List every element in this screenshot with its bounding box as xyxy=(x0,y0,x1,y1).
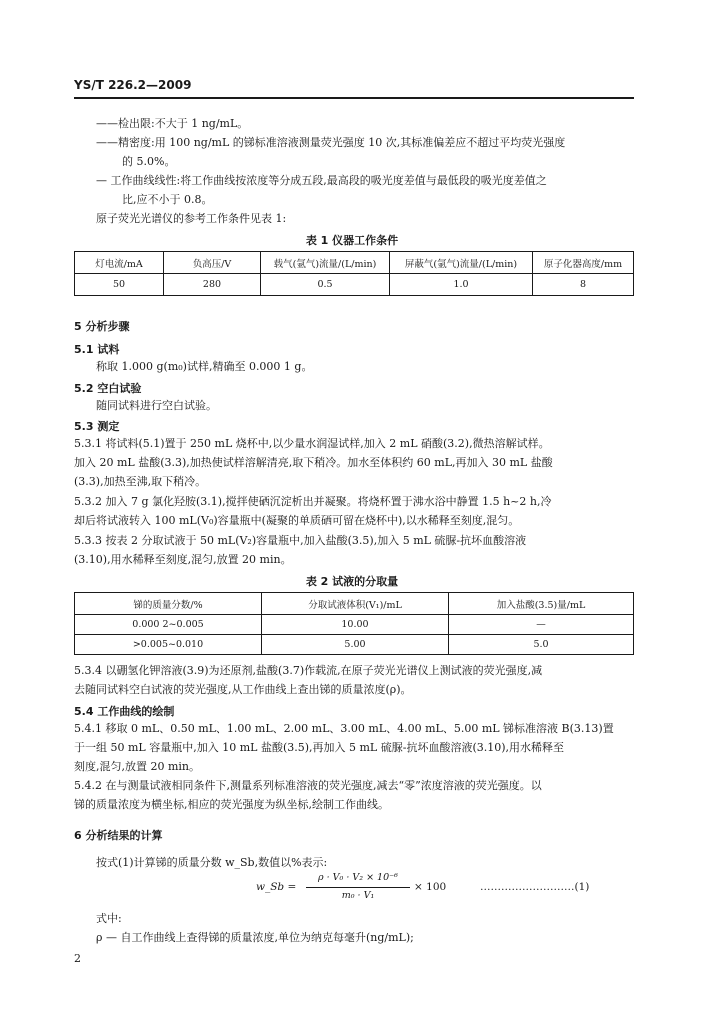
table2-cell: 5.00 xyxy=(262,635,449,655)
table1 xyxy=(74,251,634,296)
section-5-3-3-line-2: (3.10),用水稀释至刻度,混匀,放置 20 min。 xyxy=(74,553,292,566)
section-5-3-3-line-1: 5.3.3 按表 2 分取试液于 50 mL(V₂)容量瓶中,加入盐酸(3.5),加入 5 mL 硫脲-抗坏血酸溶液 xyxy=(74,534,527,547)
header-rule xyxy=(74,97,634,99)
formula-numerator: ρ · V₀ · V₂ × 10⁻⁶ xyxy=(318,872,398,883)
section-5-3-title: 5.3 测定 xyxy=(74,420,120,433)
section-5-3-4-line-1: 5.3.4 以硼氢化钾溶液(3.9)为还原剂,盐酸(3.7)作载流,在原子荧光光谱仪上测试液的荧光强度,减 xyxy=(74,664,543,677)
section-5-3-2-line-2: 却后将试液转入 100 mL(V₀)容量瓶中(凝聚的单质硒可留在烧杯中),以水稀释至刻度,混匀。 xyxy=(74,514,520,527)
table1-cell: 0.5 xyxy=(261,274,390,296)
table1-cell: 8 xyxy=(533,274,634,296)
table1-header-cell: 载气(氩气)流量/(L/min) xyxy=(261,252,390,274)
table2-header-cell: 分取试液体积(V₁)/mL xyxy=(262,593,449,615)
section-5-1-text: 称取 1.000 g(m₀)试样,精确至 0.000 1 g。 xyxy=(96,360,313,373)
section-5-3-2-line-1: 5.3.2 加入 7 g 氯化羟胺(3.1),搅拌使硒沉淀析出并凝聚。将烧杯置于沸水浴中静置 1.5 h~2 h,冷 xyxy=(74,495,552,508)
linearity-line-1: — 工作曲线线性:将工作曲线按浓度等分成五段,最高段的吸光度差值与最低段的吸光度差值之 xyxy=(96,174,547,187)
section-5-3-1-line-2: 加入 20 mL 盐酸(3.3),加热使试样溶解清亮,取下稍冷。加水至体积约 60 mL,再加入 30 mL 盐酸 xyxy=(74,456,553,469)
table-row xyxy=(75,615,634,635)
precision-line-2: 的 5.0%。 xyxy=(122,155,176,168)
section-5-3-1-line-3: (3.3),加热至沸,取下稍冷。 xyxy=(74,475,207,488)
table2 xyxy=(74,592,634,655)
table1-header-cell: 灯电流/mA xyxy=(75,252,164,274)
table1-cell: 280 xyxy=(164,274,261,296)
section-5-4-2-line-1: 5.4.2 在与测量试液相同条件下,测量系列标准溶液的荧光强度,减去“零”浓度溶液的荧光强度。以 xyxy=(74,779,542,792)
table2-cell: >0.005~0.010 xyxy=(75,635,262,655)
table2-cell: 5.0 xyxy=(449,635,634,655)
table2-cell: — xyxy=(449,615,634,635)
fraction-bar xyxy=(306,887,410,888)
formula-denominator: m₀ · V₁ xyxy=(341,890,375,901)
page-number: 2 xyxy=(74,952,81,965)
table1-cell: 50 xyxy=(75,274,164,296)
formula-intro: 按式(1)计算锑的质量分数 w_Sb,数值以%表示: xyxy=(96,856,328,869)
table2-cell: 0.000 2~0.005 xyxy=(75,615,262,635)
section-5-1-title: 5.1 试料 xyxy=(74,343,120,356)
table2-header-cell: 加入盐酸(3.5)量/mL xyxy=(449,593,634,615)
section-5-3-1-line-1: 5.3.1 将试料(5.1)置于 250 mL 烧杯中,以少量水润湿试样,加入 2 mL 硝酸(3.2),微热溶解试样。 xyxy=(74,437,550,450)
table1-header-cell: 原子化器高度/mm xyxy=(533,252,634,274)
where-label: 式中: xyxy=(96,912,122,925)
section-5-4-1-line-2: 于一组 50 mL 容量瓶中,加入 10 mL 盐酸(3.5),再加入 5 mL 硫脲-抗坏血酸溶液(3.10),用水稀释至 xyxy=(74,741,565,754)
table1-caption: 表 1 仪器工作条件 xyxy=(305,234,399,247)
rho-definition: ρ — 自工作曲线上查得锑的质量浓度,单位为纳克每毫升(ng/mL); xyxy=(96,931,414,944)
formula-tail: × 100 xyxy=(414,881,447,893)
formula-number: ………………………(1) xyxy=(480,881,590,893)
formula-lhs: w_Sb = xyxy=(256,881,297,893)
table1-cell: 1.0 xyxy=(390,274,533,296)
section-5-4-title: 5.4 工作曲线的绘制 xyxy=(74,705,175,718)
section-5-4-1-line-3: 刻度,混匀,放置 20 min。 xyxy=(74,760,201,773)
linearity-line-2: 比,应不小于 0.8。 xyxy=(122,193,213,206)
precision-line-1: ——精密度:用 100 ng/mL 的锑标准溶液测量荧光强度 10 次,其标准偏差应不超过平均荧光强度 xyxy=(96,136,566,149)
ref-conditions: 原子荧光光谱仪的参考工作条件见表 1: xyxy=(96,212,287,225)
table2-cell: 10.00 xyxy=(262,615,449,635)
table1-header-cell: 负高压/V xyxy=(164,252,261,274)
standard-code: YS/T 226.2—2009 xyxy=(74,78,192,92)
table-row xyxy=(75,635,634,655)
section-5-3-4-line-2: 去随同试料空白试液的荧光强度,从工作曲线上查出锑的质量浓度(ρ)。 xyxy=(74,683,412,696)
table1-header-cell: 屏蔽气(氩气)流量/(L/min) xyxy=(390,252,533,274)
section-5-4-1-line-1: 5.4.1 移取 0 mL、0.50 mL、1.00 mL、2.00 mL、3.00 mL、4.00 mL、5.00 mL 锑标准溶液 B(3.13)置 xyxy=(74,722,614,735)
section-5-title: 5 分析步骤 xyxy=(74,320,130,333)
section-5-4-2-line-2: 锑的质量浓度为横坐标,相应的荧光强度为纵坐标,绘制工作曲线。 xyxy=(74,798,389,811)
table2-caption: 表 2 试液的分取量 xyxy=(305,575,399,588)
detection-limit: ——检出限:不大于 1 ng/mL。 xyxy=(96,117,249,130)
section-6-title: 6 分析结果的计算 xyxy=(74,829,163,842)
table2-header-cell: 锑的质量分数/% xyxy=(75,593,262,615)
section-5-2-text: 随同试料进行空白试验。 xyxy=(96,399,217,412)
section-5-2-title: 5.2 空白试验 xyxy=(74,382,142,395)
